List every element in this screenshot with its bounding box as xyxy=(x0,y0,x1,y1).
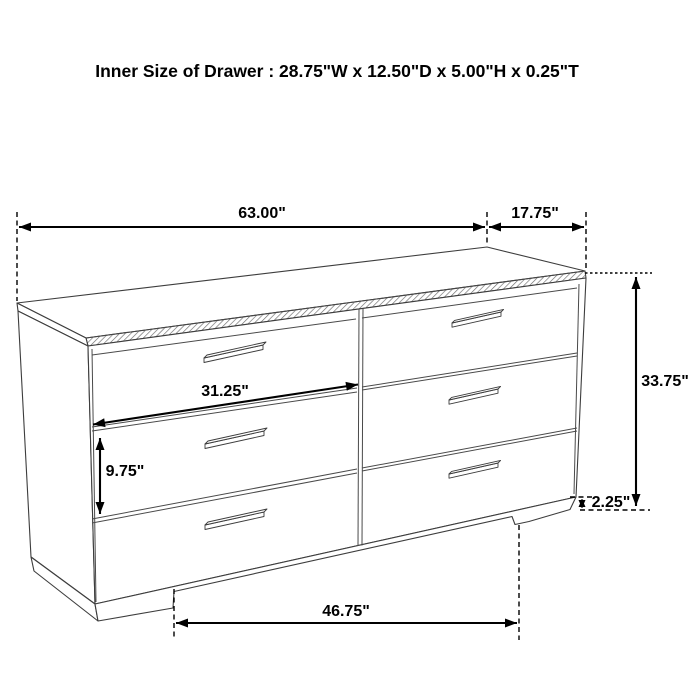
inner-size-note: Inner Size of Drawer : 28.75"W x 12.50"D x 5.00"H x 0.25"T xyxy=(95,61,579,81)
dim-label-top-width: 63.00" xyxy=(238,205,286,222)
dresser-drawing xyxy=(17,247,586,621)
dim-label-leg-span: 46.75" xyxy=(322,603,370,620)
dim-label-base-height: 2.25" xyxy=(591,494,631,511)
dim-label-drawer-width: 31.25" xyxy=(201,383,249,400)
dim-label-top-depth: 17.75" xyxy=(511,205,559,222)
dim-label-height: 33.75" xyxy=(641,373,689,390)
left-side-panel xyxy=(18,311,95,604)
dim-label-drawer-height: 9.75" xyxy=(105,463,145,480)
